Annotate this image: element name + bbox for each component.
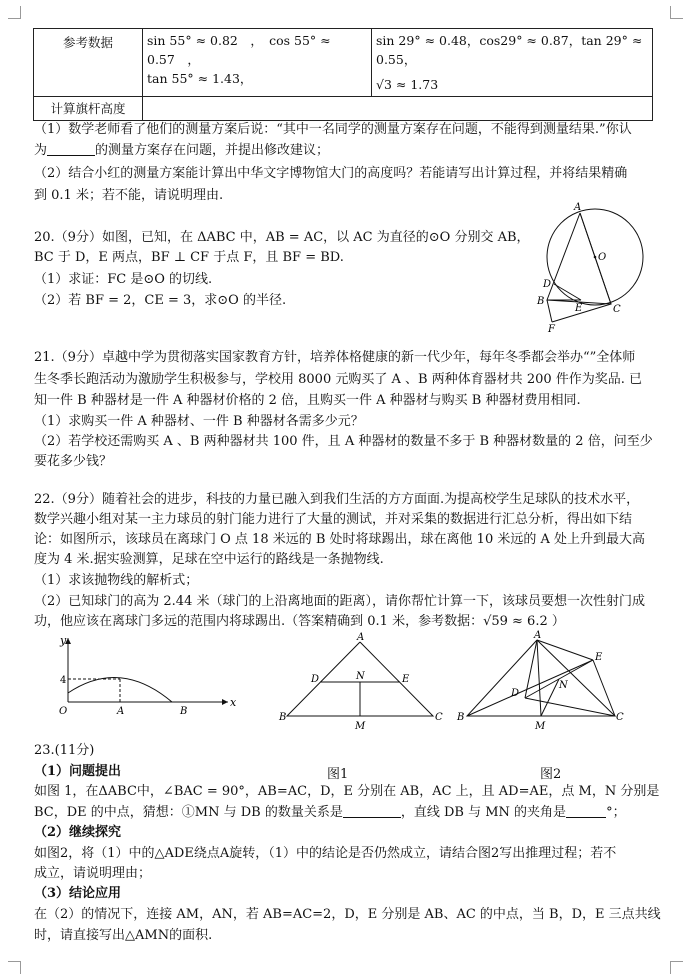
q22-label-o: O	[59, 706, 68, 717]
q22-label-4: 4	[60, 675, 67, 686]
fig2-label-n: N	[559, 680, 568, 691]
corner-mark-top-right	[670, 6, 683, 19]
q21-line3: 知一件 B 种器材是一件 A 种器材价格的 2 倍，且购买一件 A 种器材与购买 B 种器材费用相同.	[34, 393, 581, 408]
q20-label-f: F	[548, 324, 555, 335]
q23-blank-angle[interactable]	[566, 803, 606, 818]
q19-part1-line1: （1）数学老师看了他们的测量方案后说：“其中一名同学的测量方案存在问题，不能得到测量结果.”你认	[34, 122, 632, 137]
q20-label-a: A	[574, 202, 582, 213]
q22-line4: 度为 4 米.据实验测算，足球在空中运行的路线是一条抛物线.	[34, 552, 384, 567]
q23-section3-title: （3）结论应用	[34, 886, 122, 901]
q19-answer-blank[interactable]	[47, 141, 95, 156]
q23-figure-2	[455, 630, 635, 735]
q23-section1-line2: BC，DE 的中点，猜想：①MN 与 DB 的数量关系是 ，直线 DB 与 MN 的夹角是 °；	[34, 805, 626, 820]
corner-mark-bottom-right	[670, 961, 683, 974]
q23-blank-relation[interactable]	[343, 803, 401, 818]
q19-part1-line2: 为 的测量方案存在问题，并提出修改建议；	[34, 143, 330, 158]
fig2-label-m: M	[535, 721, 546, 732]
q23-section2-title: （2）继续探究	[34, 825, 122, 840]
q20-circle-figure	[525, 200, 665, 335]
q23-section1-line1: 如图 1，在ΔABC中，∠BAC = 90°，AB=AC，D，E 分别在 AB，AC 上，且 AD=AE，点 M，N 分别是	[34, 784, 660, 799]
fig1-label-m: M	[355, 721, 366, 732]
corner-mark-top-left	[8, 6, 21, 19]
q21-line2: 生冬季长跑活动为激励学生积极参与，学校用 8000 元购买了 A 、B 两种体育器材共 200 件作为奖品. 已	[34, 372, 643, 387]
fig1-label-c: C	[435, 712, 443, 723]
q22-label-a: A	[117, 706, 125, 717]
q22-line3: 论：如图所示，该球员在离球门 O 点 18 米远的 B 处时将球踢出，球在离他 10 米远的 A 处上升到最大高	[34, 532, 646, 547]
q22-label-b: B	[180, 706, 188, 717]
q19-part2-line2: 到 0.1 米；若不能，请说明理由.	[34, 188, 224, 203]
q22-label-y: y	[60, 634, 67, 647]
q22-label-x: x	[230, 696, 237, 709]
q20-label-o: O	[598, 252, 607, 263]
table-label-reference: 参考数据	[34, 29, 143, 97]
q20-label-b: B	[537, 296, 545, 307]
q21-line6: 要花多少钱？	[34, 454, 113, 469]
q23-fig1-caption: 图1	[327, 767, 349, 782]
q23-fig2-caption: 图2	[540, 767, 562, 782]
q19-part2-line1: （2）结合小红的测量方案能计算出中华文字博物馆大门的高度吗？若能请写出计算过程，并将结果精确	[34, 166, 628, 181]
fig1-label-e: E	[402, 674, 410, 685]
q23-section2-line1: 如图2，将（1）中的△ADE绕点A旋转，（1）中的结论是否仍然成立，请结合图2写出推理过程；若不	[34, 846, 617, 861]
q21-line5: （2）若学校还需购买 A 、B 两种器材共 100 件，且 A 种器材的数量不多于 B 种器材数量的 2 倍，问至少	[34, 434, 653, 449]
q22-line2: 数学兴趣小组对某一主力球员的射门能力进行了大量的测试，并对采集的数据进行汇总分析，得出如下结	[34, 512, 633, 527]
q22-line6: （2）已知球门的高为 2.44 米（球门的上沿离地面的距离），请你帮忙计算一下，该球员要想一次性射门成	[34, 594, 645, 609]
q23-section1-title: （1）问题提出	[34, 764, 122, 779]
reference-data-table	[33, 28, 653, 121]
fig1-label-d: D	[311, 674, 320, 685]
corner-mark-bottom-left	[8, 961, 21, 974]
fig2-label-e: E	[595, 652, 603, 663]
q20-label-c: C	[613, 304, 621, 315]
table-cell-empty	[143, 97, 653, 121]
table-label-calc-height: 计算旗杆高度	[34, 97, 143, 121]
fig2-label-d: D	[511, 688, 520, 699]
q22-line5: （1）求该抛物线的解析式；	[34, 573, 199, 588]
q23-section3-line1: 在（2）的情况下，连接 AM，AN，若 AB=AC=2，D，E 分别是 AB、AC 的中点，当 B，D，E 三点共线	[34, 907, 661, 922]
fig2-label-b: B	[457, 712, 465, 723]
q21-line1: 21.（9分）卓越中学为贯彻落实国家教育方针，培养体格健康的新一代少年，每年冬季都会举办“”全体师	[34, 350, 636, 365]
q22-line7: 功，他应该在离球门多远的范围内将球踢出.（答案精确到 0.1 米，参考数据：√59 ≈ 6.2 ）	[34, 614, 565, 629]
q22-line1: 22.（9分）随着社会的进步，科技的力量已融入到我们生活的方方面面.为提高校学生足球队的技术水平，	[34, 492, 640, 507]
q23-figure-1	[275, 632, 455, 737]
fig1-label-n: N	[356, 671, 365, 682]
q23-section2-line2: 成立，请说明理由；	[34, 866, 152, 881]
q20-line1: 20.（9分）如图，已知，在 ΔABC 中，AB = AC，以 AC 为直径的⊙O 分别交 AB，	[34, 230, 530, 245]
fig2-label-c: C	[616, 712, 624, 723]
fig2-label-a: A	[534, 630, 542, 641]
q20-label-d: D	[543, 279, 552, 290]
fig1-label-a: A	[357, 632, 365, 643]
q20-label-e: E	[575, 303, 583, 314]
q22-parabola-graph	[30, 632, 240, 722]
q20-line2: BC 于 D，E 两点，BF ⊥ CF 于点 F，且 BF = BD.	[34, 250, 344, 265]
q23-heading: 23.(11分)	[34, 743, 95, 758]
table-cell-trig-55: sin 55° ≈ 0.82 ， cos 55° ≈ 0.57 ， tan 55° ≈ 1.43，	[143, 29, 372, 97]
fig1-label-b: B	[279, 712, 287, 723]
table-cell-trig-29: sin 29° ≈ 0.48，cos29° ≈ 0.87，tan 29° ≈ 0.55， √3 ≈ 1.73	[372, 29, 653, 97]
q21-line4: （1）求购买一件 A 种器材、一件 B 种器材各需多少元？	[34, 414, 364, 429]
q20-line3: （1）求证：FC 是⊙O 的切线.	[34, 272, 213, 287]
q23-section3-line2: 时，请直接写出△AMN的面积.	[34, 928, 213, 943]
q20-line4: （2）若 BF = 2，CE = 3，求⊙O 的半径.	[34, 293, 287, 308]
